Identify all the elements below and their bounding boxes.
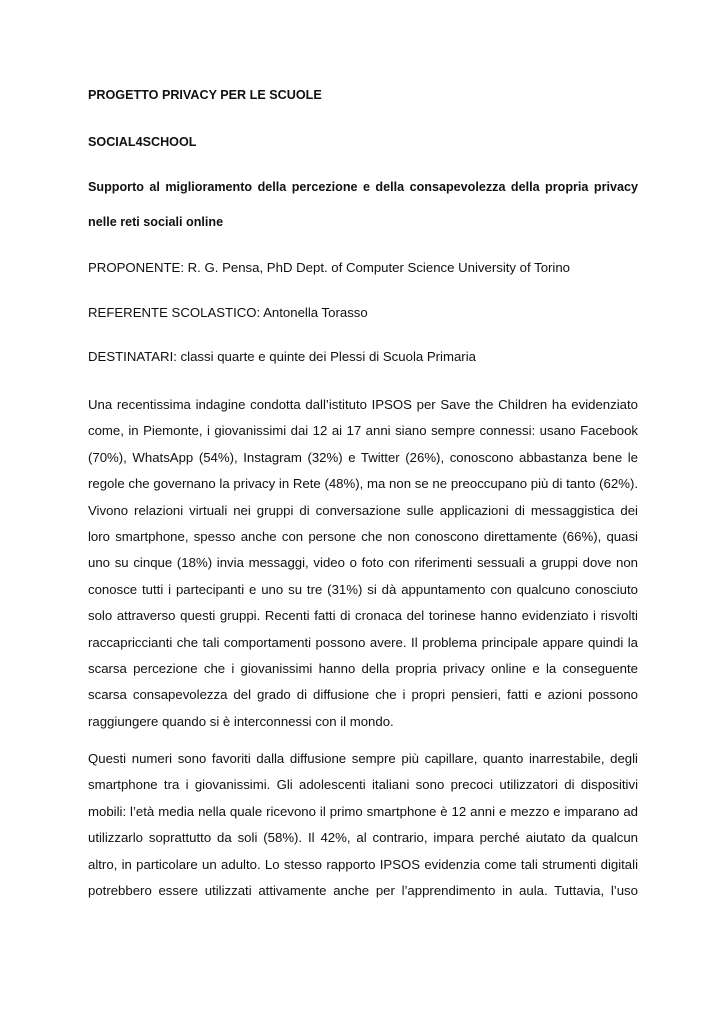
document-subtitle: Supporto al miglioramento della percezione e della consapevolezza della propria privacy nelle reti sociali online bbox=[88, 180, 638, 229]
body-paragraph-2: Questi numeri sono favoriti dalla diffusione sempre più capillare, quanto inarrestabile, degli smartphone tra i giovanissimi. Gli adolescenti italiani sono precoci utilizzatori di dispositivi mobili: l’età media nella quale ricevono il primo smartphone è 12 anni e mezzo e imparano ad utilizzarlo soprattutto da soli (58%). Il 42%, al contrario, impara perché aiutato da qualcun altro, in particolare un adulto. Lo stesso rapporto IPSOS evidenzia come tali strumenti digitali potrebbero essere utilizzati attivamente anche per l’apprendimento in aula. Tuttavia, l’uso bbox=[88, 751, 638, 899]
project-name: SOCIAL4SCHOOL bbox=[88, 135, 197, 149]
document-title: PROGETTO PRIVACY PER LE SCUOLE bbox=[88, 88, 322, 102]
proponent-line: PROPONENTE: R. G. Pensa, PhD Dept. of Computer Science University of Torino bbox=[88, 260, 571, 275]
recipients-line: DESTINATARI: classi quarte e quinte dei Plessi di Scuola Primaria bbox=[88, 349, 476, 364]
body-paragraph-1: Una recentissima indagine condotta dall’istituto IPSOS per Save the Children ha evidenziato come, in Piemonte, i giovanissimi dai 12 ai 17 anni siano sempre connessi: usano Facebook (70%), WhatsApp (54%), Instagram (32%) e Twitter (26%), conoscono abbastanza bene le regole che governano la privacy in Rete (48%), ma non se ne preoccupano più di tanto (62%). Vivono relazioni virtuali nei gruppi di conversazione sulle applicazioni di messaggistica dei loro smartphone, spesso anche con persone che non conoscono direttamente (66%), quasi uno su cinque (18%) invia messaggi, video o foto con riferimenti sessuali a gruppi dove non conosce tutti i partecipanti e uno su tre (31%) si dà appuntamento con qualcuno conosciuto solo attraverso questi gruppi. Recenti fatti di cronaca del torinese hanno evidenziato i risvolti raccapriccianti che tali comportamenti possono avere. Il problema principale appare quindi la scarsa percezione che i giovanissimi hanno della propria privacy online e la conseguente scarsa consapevolezza del grado di diffusione che i propri pensieri, fatti e azioni possono raggiungere quando si è interconnessi con il mondo. bbox=[88, 397, 638, 729]
school-contact-line: REFERENTE SCOLASTICO: Antonella Torasso bbox=[88, 305, 368, 320]
